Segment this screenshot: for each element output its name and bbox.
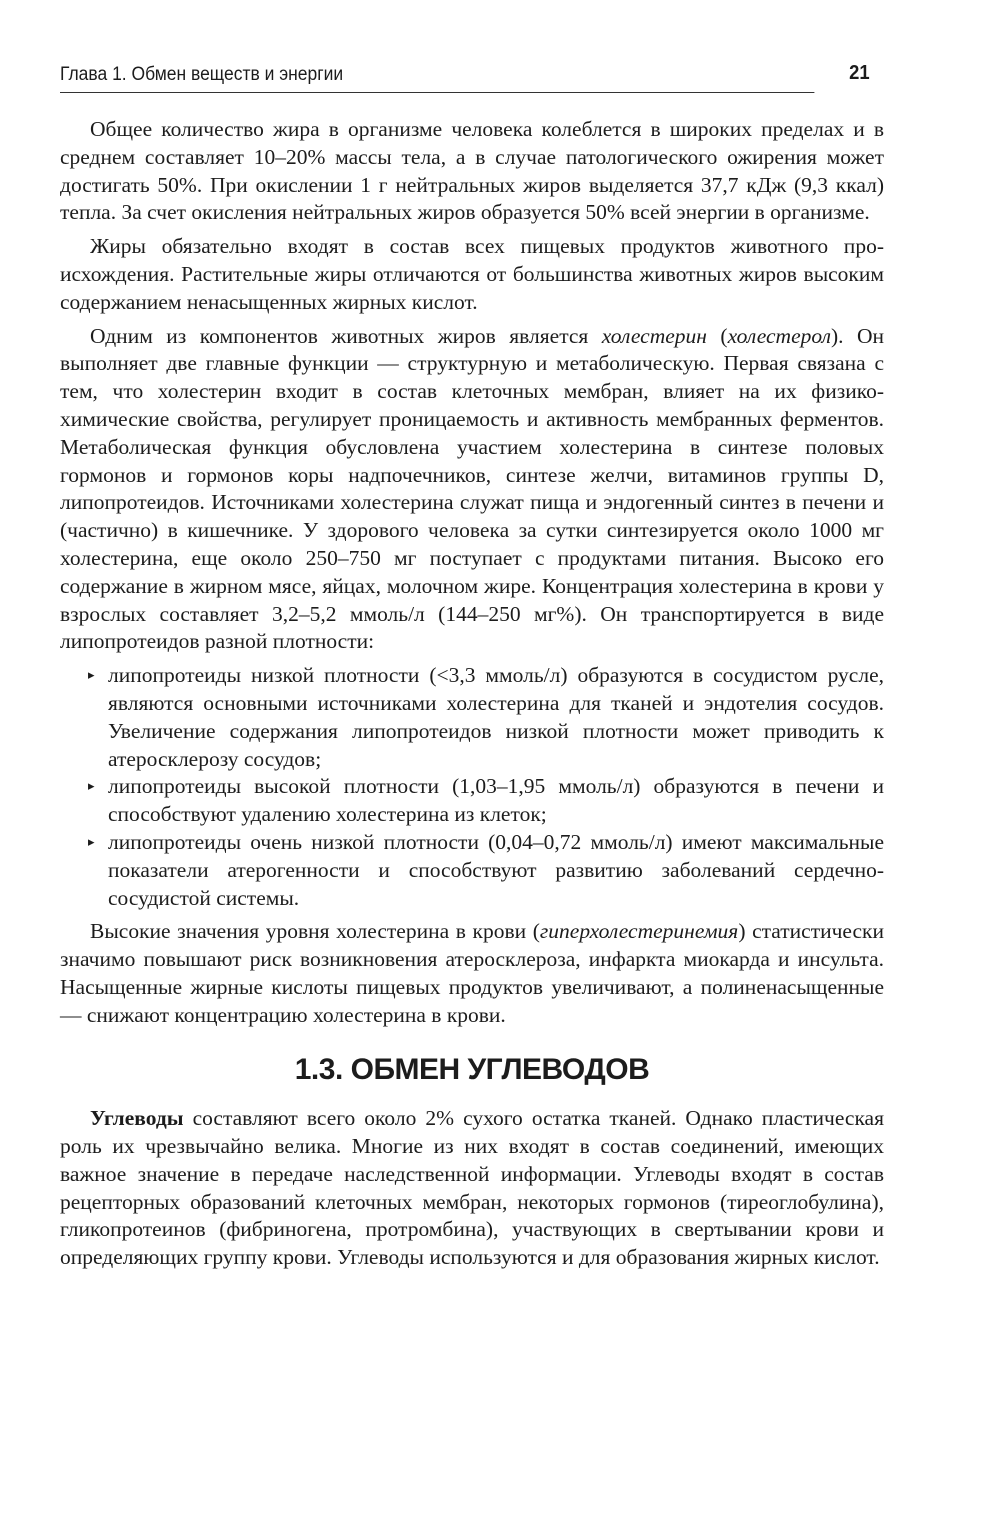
- lipoprotein-list: [60, 662, 884, 912]
- paragraph-fat-sources: Жиры обязательно входят в состав всех пищевых продуктов животного происхождения. Растительные жиры отличаются от большинства животных жиров высоким содержанием ненасыщенных жирных кислот.: [60, 234, 884, 314]
- list-item: ▸ липопротеиды высокой плотности (1,03–1,95 ммоль/л) образуются в печени и способствуют удалению холестерина из клеток;: [88, 774, 884, 827]
- running-head: [60, 62, 870, 93]
- page-number: 21: [849, 62, 870, 84]
- section-title: 1.3. ОБМЕН УГЛЕВОДОВ: [294, 1052, 650, 1086]
- chapter-title: Глава 1. Обмен веществ и энергии: [60, 64, 344, 85]
- term-cholesterin: холестерин: [601, 323, 707, 348]
- bullet-icon: ▸: [88, 834, 95, 850]
- paragraph-carbohydrates: Углеводы составляют всего около 2% сухого остатка тканей. Однако пластическая роль их чрезвычайно велика. Многие из них входят в состав соединений, имеющих важное значение в передаче наследственной информации. Углеводы входят в состав рецепторных образований клеточных мембран, некоторых гормонов (тиреоглобулина), гликопротеинов (фибриногена, протромбина), участвующих в свертывании крови и определяющих группу крови. Углеводы используются и для образования жирных кислот.: [60, 1106, 884, 1270]
- paragraph-fat-amount: Общее количество жира в организме человека колеблется в широких пределах и в среднем составляет 10–20% массы тела, а в случае патологического ожирения может достигать 50%. При окислении 1 г нейтральных жиров выделяется 37,7 кДж (9,3 ккал) тепла. За счет окисления нейтральных жиров образуется 50% всей энергии в организме.: [60, 117, 884, 225]
- term-hypercholesterolemia: гиперхолестеринемия: [539, 919, 739, 944]
- term-cholesterol: холестерол: [727, 323, 831, 348]
- page-body: [60, 116, 884, 1278]
- bullet-icon: ▸: [88, 668, 95, 684]
- list-item: ▸ липопротеиды низкой плотности (<3,3 ммоль/л) образуются в сосудистом русле, являются основными источниками холестерина для тканей и эндотелия сосудов. Увеличение содержания липопротеидов низкой плотности может приводить к атеросклерозу сосудов;: [88, 663, 884, 771]
- paragraph-hypercholesterolemia: Высокие значения уровня холестерина в крови (гиперхолестеринемия) статистически значимо повышают риск возникновения атеросклероза, инфаркта миокарда и инсульта. Насыщенные жирные кислоты пищевых продуктов увеличивают, а полиненасыщенные — снижают концентрацию холестерина в крови.: [60, 919, 885, 1027]
- bullet-icon: ▸: [88, 779, 95, 795]
- paragraph-cholesterol: Одним из компонентов животных жиров является холестерин (холестерол). Он выполняет две главные функции — структурную и метаболическую. Первая связана с тем, что холестерин входит в состав клеточных мембран, влияет на их физико-химические свойства, регулирует проницаемость и активность мембранных ферментов. Метаболическая функция обусловлена участием холестерина в синтезе половых гормонов и гормонов коры надпочечников, синтезе желчи, витаминов группы D, липопротеидов. Источниками холестерина служат пища и эндогенный синтез в печени и (частично) в кишечнике. У здорового человека за сутки синтезируется около 1000 мг холестерина, еще около 250–750 мг поступает с продуктами питания. Высоко его содержание в жирном мясе, яйцах, молочном жире. Концентрация холестерина в крови у взрослых составляет 3,2–5,2 ммоль/л (144–250 мг%). Он транспортируется в виде липопротеидов разной плотности:: [60, 323, 885, 654]
- list-item: ▸ липопротеиды очень низкой плотности (0,04–0,72 ммоль/л) имеют максимальные показатели атерогенности и способствуют развитию заболеваний сердечно-сосудистой системы.: [88, 829, 884, 910]
- term-carbohydrates: Углеводы: [90, 1106, 184, 1131]
